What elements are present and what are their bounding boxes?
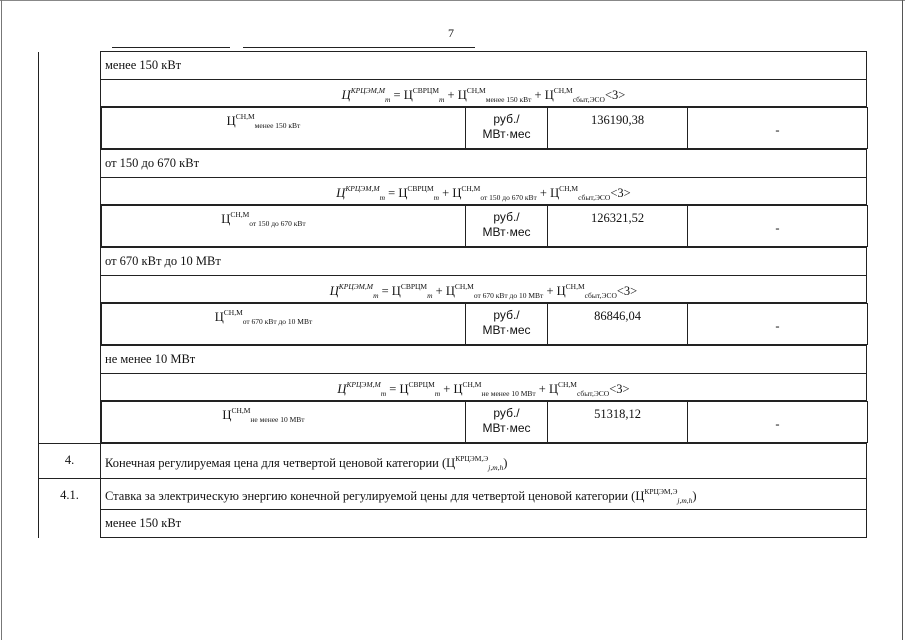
tariff-table [38, 51, 867, 538]
empty-value-dash: - [688, 304, 868, 345]
formula-row [39, 276, 867, 303]
range-label-row [39, 510, 867, 538]
empty-value-dash: - [688, 108, 868, 149]
range-label: от 150 до 670 кВт [101, 150, 867, 178]
scan-artifact-line [243, 47, 475, 48]
range-label: менее 150 кВт [101, 52, 867, 80]
unit-cell: руб./ МВт·мес [466, 206, 548, 247]
unit-cell: руб./ МВт·мес [466, 108, 548, 149]
price-formula: $Ц^{КРЦЭМ,М}_m = Ц^{СВРЦМ}_m + Ц^{СН,М}_{не менее 10 МВт} + Ц^{СН,М}_{сбыт,ЭСО}<3>$ [101, 374, 867, 401]
formula-row [39, 80, 867, 107]
value-row [39, 401, 867, 444]
range-label-row [39, 150, 867, 178]
page-edge-right [902, 0, 903, 640]
value-row [39, 107, 867, 150]
range-label: менее 150 кВт [101, 510, 867, 538]
scan-artifact-line [112, 47, 230, 48]
price-formula: $Ц^{КРЦЭМ,М}_m = Ц^{СВРЦМ}_m + Ц^{СН,М}_{менее 150 кВт} + Ц^{СН,М}_{сбыт,ЭСО}<3>$ [101, 80, 867, 107]
price-formula: $Ц^{КРЦЭМ,М}_m = Ц^{СВРЦМ}_m + Ц^{СН,М}_{от 670 кВт до 10 МВт} + Ц^{СН,М}_{сбыт,ЭСО}<3>$ [101, 276, 867, 303]
page-number: 7 [448, 26, 454, 40]
section-number: 4.1. [39, 479, 101, 538]
section-number: 4. [39, 444, 101, 479]
number-cell-empty [39, 52, 101, 444]
unit-cell: руб./ МВт·мес [466, 402, 548, 443]
price-formula: $Ц^{КРЦЭМ,М}_m = Ц^{СВРЦМ}_m + Ц^{СН,М}_{от 150 до 670 кВт} + Ц^{СН,М}_{сбыт,ЭСО}<3>$ [101, 178, 867, 205]
range-label-row [39, 346, 867, 374]
section-title: Конечная регулируемая цена для четвертой ценовой категории $(Ц^{КРЦЭМ,Э}_{j,m,h})$ [101, 444, 867, 479]
empty-value-dash: - [688, 402, 868, 443]
formula-row [39, 178, 867, 205]
range-label: не менее 10 МВт [101, 346, 867, 374]
value-row [39, 205, 867, 248]
value-row [39, 303, 867, 346]
price-symbol: $Ц^{СН,М}_{от 670 кВт до 10 МВт}$ [102, 304, 466, 345]
price-value: 136190,38 [548, 108, 688, 149]
range-label-row [39, 248, 867, 276]
formula-row [39, 374, 867, 401]
price-value: 126321,52 [548, 206, 688, 247]
price-symbol: $Ц^{СН,М}_{менее 150 кВт}$ [102, 108, 466, 149]
unit-cell: руб./ МВт·мес [466, 304, 548, 345]
price-value: 86846,04 [548, 304, 688, 345]
range-label: от 670 кВт до 10 МВт [101, 248, 867, 276]
range-label-row [39, 52, 867, 80]
page-edge-top [0, 0, 905, 1]
section-row [39, 479, 867, 510]
price-value: 51318,12 [548, 402, 688, 443]
page-edge-left [1, 0, 2, 640]
price-symbol: $Ц^{СН,М}_{от 150 до 670 кВт}$ [102, 206, 466, 247]
section-row [39, 444, 867, 479]
price-symbol: $Ц^{СН,М}_{не менее 10 МВт}$ [102, 402, 466, 443]
section-title: Ставка за электрическую энергию конечной регулируемой цены для четвертой ценовой категории $(Ц^{КРЦЭМ,Э}_{j,m,h})$ [101, 479, 867, 510]
empty-value-dash: - [688, 206, 868, 247]
